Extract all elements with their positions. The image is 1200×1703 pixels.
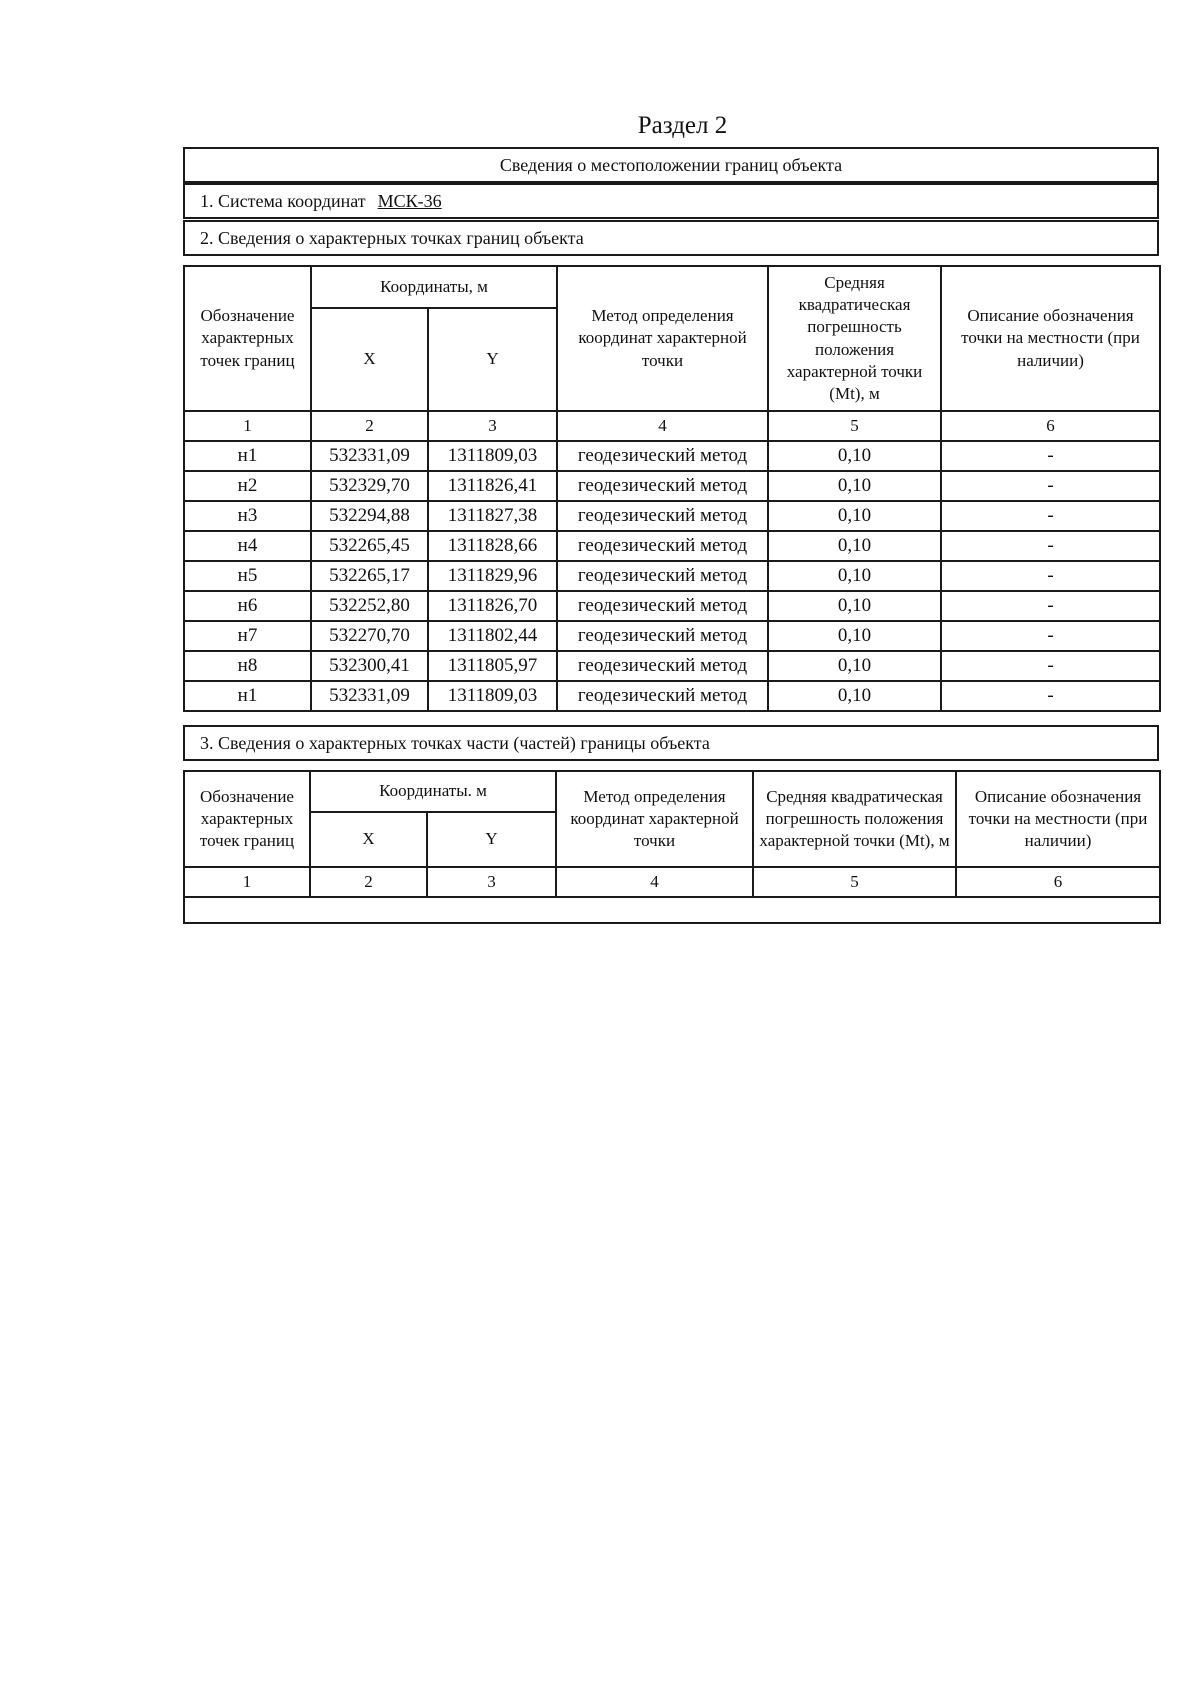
col-number: 1 xyxy=(184,411,311,441)
parts-header-x: X xyxy=(310,812,427,867)
point-description: - xyxy=(941,441,1160,471)
header-y: Y xyxy=(428,308,557,411)
accuracy-mt: 0,10 xyxy=(768,621,941,651)
accuracy-mt: 0,10 xyxy=(768,441,941,471)
method: геодезический метод xyxy=(557,681,768,711)
parts-col-number: 3 xyxy=(427,867,556,897)
col-number: 5 xyxy=(768,411,941,441)
point-description: - xyxy=(941,531,1160,561)
point-designation: н2 xyxy=(184,471,311,501)
coordinate-x: 532329,70 xyxy=(311,471,428,501)
parts-col-number: 4 xyxy=(556,867,753,897)
coordinate-x: 532300,41 xyxy=(311,651,428,681)
accuracy-mt: 0,10 xyxy=(768,591,941,621)
coordinate-y: 1311805,97 xyxy=(428,651,557,681)
accuracy-mt: 0,10 xyxy=(768,471,941,501)
table-row xyxy=(184,441,1160,471)
parts-col-number: 2 xyxy=(310,867,427,897)
point-description: - xyxy=(941,681,1160,711)
method: геодезический метод xyxy=(557,651,768,681)
coord-system-value: МСК-36 xyxy=(377,191,442,211)
accuracy-mt: 0,10 xyxy=(768,651,941,681)
accuracy-mt: 0,10 xyxy=(768,531,941,561)
point-designation: н8 xyxy=(184,651,311,681)
parts-header-description: Описание обозначения точки на местности (при наличии) xyxy=(956,771,1160,867)
points-section-title: 2. Сведения о характерных точках границ объекта xyxy=(183,220,1159,256)
parts-section-title: 3. Сведения о характерных точках части (частей) границы объекта xyxy=(183,725,1159,761)
table-row xyxy=(184,471,1160,501)
coordinate-x: 532265,45 xyxy=(311,531,428,561)
coordinate-y: 1311829,96 xyxy=(428,561,557,591)
point-designation: н6 xyxy=(184,591,311,621)
parts-col-number: 1 xyxy=(184,867,310,897)
coordinate-y: 1311809,03 xyxy=(428,441,557,471)
point-description: - xyxy=(941,591,1160,621)
point-description: - xyxy=(941,501,1160,531)
point-designation: н5 xyxy=(184,561,311,591)
coord-system-row xyxy=(183,183,1159,219)
coordinate-y: 1311827,38 xyxy=(428,501,557,531)
method: геодезический метод xyxy=(557,501,768,531)
coordinate-x: 532270,70 xyxy=(311,621,428,651)
method: геодезический метод xyxy=(557,471,768,501)
col-number: 3 xyxy=(428,411,557,441)
header-x: X xyxy=(311,308,428,411)
coordinate-x: 532331,09 xyxy=(311,681,428,711)
accuracy-mt: 0,10 xyxy=(768,561,941,591)
coordinate-y: 1311826,70 xyxy=(428,591,557,621)
coordinate-y: 1311802,44 xyxy=(428,621,557,651)
col-number: 2 xyxy=(311,411,428,441)
point-designation: н3 xyxy=(184,501,311,531)
coord-system-label: 1. Система координат xyxy=(200,191,366,211)
header-accuracy: Средняя квадратическая погрешность положения характерной точки (Mt), м xyxy=(768,266,941,411)
parts-header-accuracy: Средняя квадратическая погрешность положения характерной точки (Mt), м xyxy=(753,771,956,867)
point-description: - xyxy=(941,471,1160,501)
parts-header-method: Метод определения координат характерной точки xyxy=(556,771,753,867)
parts-col-number: 5 xyxy=(753,867,956,897)
method: геодезический метод xyxy=(557,591,768,621)
banner-main: Сведения о местоположении границ объекта xyxy=(183,147,1159,183)
accuracy-mt: 0,10 xyxy=(768,681,941,711)
col-number: 4 xyxy=(557,411,768,441)
point-designation: н4 xyxy=(184,531,311,561)
point-designation: н1 xyxy=(184,441,311,471)
table-row xyxy=(184,681,1160,711)
table-row xyxy=(184,501,1160,531)
coordinate-x: 532252,80 xyxy=(311,591,428,621)
header-method: Метод определения координат характерной точки xyxy=(557,266,768,411)
method: геодезический метод xyxy=(557,531,768,561)
point-designation: н1 xyxy=(184,681,311,711)
parts-table xyxy=(183,770,1161,924)
coordinate-x: 532294,88 xyxy=(311,501,428,531)
header-description: Описание обозначения точки на местности (при наличии) xyxy=(941,266,1160,411)
point-designation: н7 xyxy=(184,621,311,651)
method: геодезический метод xyxy=(557,621,768,651)
point-description: - xyxy=(941,651,1160,681)
table-row xyxy=(184,531,1160,561)
table-row xyxy=(184,591,1160,621)
parts-header-designation: Обозначение характерных точек границ xyxy=(184,771,310,867)
parts-empty-row xyxy=(184,897,1160,923)
accuracy-mt: 0,10 xyxy=(768,501,941,531)
method: геодезический метод xyxy=(557,561,768,591)
parts-header-coordinates: Координаты. м xyxy=(310,771,556,812)
table-row xyxy=(184,561,1160,591)
coordinate-y: 1311826,41 xyxy=(428,471,557,501)
point-description: - xyxy=(941,621,1160,651)
coordinate-x: 532265,17 xyxy=(311,561,428,591)
parts-col-number: 6 xyxy=(956,867,1160,897)
method: геодезический метод xyxy=(557,441,768,471)
coordinate-x: 532331,09 xyxy=(311,441,428,471)
table-row xyxy=(184,651,1160,681)
parts-header-y: Y xyxy=(427,812,556,867)
point-description: - xyxy=(941,561,1160,591)
header-designation: Обозначение характерных точек границ xyxy=(184,266,311,411)
table-row xyxy=(184,621,1160,651)
header-coordinates: Координаты, м xyxy=(311,266,557,308)
points-table xyxy=(183,265,1161,712)
col-number: 6 xyxy=(941,411,1160,441)
coordinate-y: 1311828,66 xyxy=(428,531,557,561)
coordinate-y: 1311809,03 xyxy=(428,681,557,711)
section-title: Раздел 2 xyxy=(637,112,728,139)
